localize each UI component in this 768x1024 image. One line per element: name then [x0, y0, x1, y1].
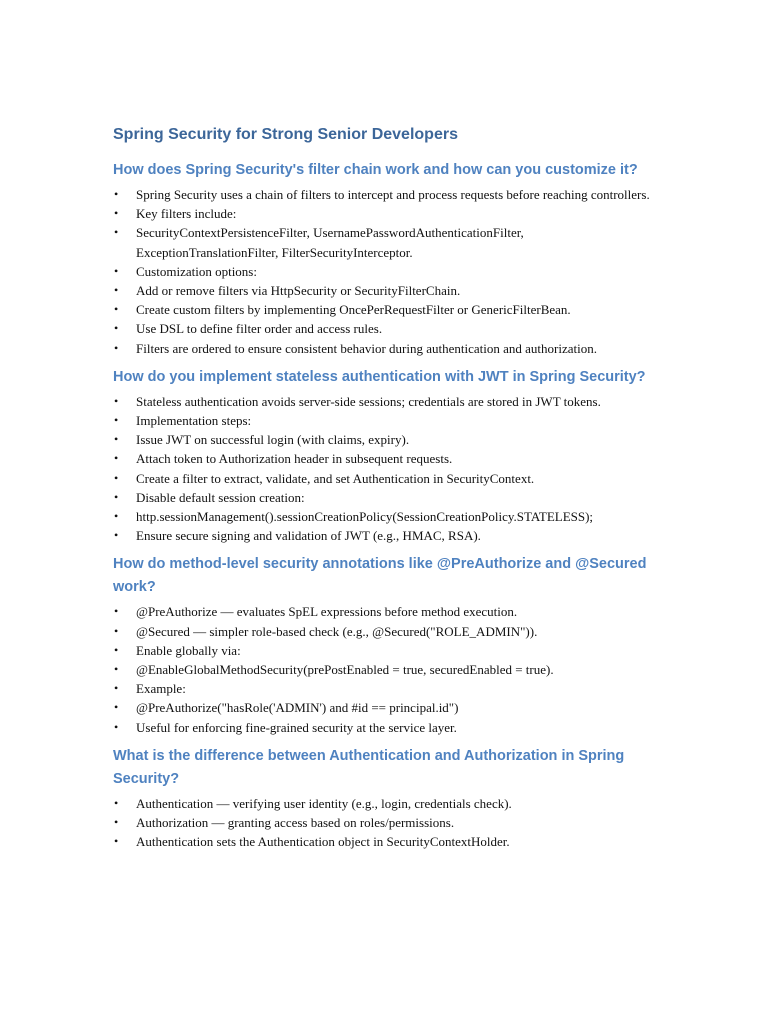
bullet-list [113, 602, 658, 736]
list-item: • Attach token to Authorization header in subsequent requests. [113, 449, 658, 468]
bullet-icon: • [114, 206, 119, 221]
bullet-icon: • [114, 187, 119, 201]
bullet-icon: • [114, 528, 119, 543]
bullet-icon: • [114, 283, 119, 298]
list-item: • Create a filter to extract, validate, and set Authentication in SecurityContext. [113, 469, 658, 488]
list-item: • Add or remove filters via HttpSecurity or SecurityFilterChain. [113, 281, 658, 300]
bullet-icon: • [114, 681, 119, 696]
list-item: • Use DSL to define filter order and access rules. [113, 319, 658, 338]
bullet-icon: • [114, 413, 119, 428]
document-page [113, 124, 658, 859]
document-title: Spring Security for Strong Senior Developers [113, 126, 458, 143]
section-heading: What is the difference between Authentication and Authorization in Spring Security? [113, 747, 625, 787]
bullet-list [113, 185, 658, 358]
section-heading: How do method-level security annotations like @PreAuthorize and @Secured work? [113, 556, 647, 596]
bullet-list [113, 392, 658, 546]
list-item: • @EnableGlobalMethodSecurity(prePostEnabled = true, securedEnabled = true). [113, 660, 658, 679]
bullet-icon: • [114, 225, 119, 240]
section-filter-chain [113, 159, 658, 358]
list-item: • Ensure secure signing and validation of JWT (e.g., HMAC, RSA). [113, 526, 658, 545]
list-item: • Stateless authentication avoids server-side sessions; credentials are stored in JWT tokens. [113, 392, 658, 411]
bullet-icon: • [114, 509, 119, 524]
list-item: • Implementation steps: [113, 411, 658, 430]
list-item: • Key filters include: [113, 204, 658, 223]
bullet-icon: • [114, 719, 119, 734]
bullet-list [113, 794, 658, 852]
list-item: • Create custom filters by implementing OncePerRequestFilter or GenericFilterBean. [113, 300, 658, 319]
bullet-icon: • [114, 302, 119, 317]
list-item: • Spring Security uses a chain of filters to intercept and process requests before reaching controllers. [113, 185, 658, 204]
list-item: • Useful for enforcing fine-grained security at the service layer. [113, 718, 658, 737]
bullet-icon: • [114, 321, 119, 336]
list-item: • SecurityContextPersistenceFilter, UsernamePasswordAuthenticationFilter, ExceptionTranslationFilter, FilterSecurityInterceptor. [114, 225, 524, 260]
list-item: • Filters are ordered to ensure consistent behavior during authentication and authorization. [113, 339, 658, 358]
bullet-icon: • [114, 834, 119, 849]
bullet-icon: • [114, 489, 119, 504]
list-item: • @PreAuthorize("hasRole('ADMIN') and #id == principal.id") [113, 698, 658, 717]
bullet-icon: • [114, 795, 119, 810]
bullet-icon: • [114, 470, 119, 485]
list-item: • Authentication — verifying user identity (e.g., login, credentials check). [113, 794, 658, 813]
section-method-security [113, 553, 658, 736]
list-item: • Customization options: [113, 262, 658, 281]
list-item: • Authorization — granting access based on roles/permissions. [113, 813, 658, 832]
list-item: • http.sessionManagement().sessionCreationPolicy(SessionCreationPolicy.STATELESS); [113, 507, 658, 526]
bullet-icon: • [114, 623, 119, 638]
bullet-icon: • [114, 393, 119, 408]
list-item: • @PreAuthorize — evaluates SpEL expressions before method execution. [113, 602, 658, 621]
bullet-icon: • [114, 642, 119, 657]
section-heading: How do you implement stateless authentication with JWT in Spring Security? [113, 368, 646, 385]
list-item: • Issue JWT on successful login (with claims, expiry). [113, 430, 658, 449]
bullet-icon: • [114, 263, 119, 278]
bullet-icon: • [114, 340, 119, 355]
section-heading: How does Spring Security's filter chain work and how can you customize it? [113, 162, 638, 178]
section-jwt [113, 366, 658, 546]
list-item: • Enable globally via: [113, 641, 658, 660]
list-item: • Disable default session creation: [113, 488, 658, 507]
bullet-icon: • [114, 700, 119, 715]
bullet-icon: • [114, 604, 119, 619]
section-authn-vs-authz [113, 745, 658, 852]
bullet-icon: • [114, 662, 119, 677]
list-item: • Authentication sets the Authentication object in SecurityContextHolder. [113, 832, 658, 851]
list-item: • @Secured — simpler role-based check (e.g., @Secured("ROLE_ADMIN")). [113, 622, 658, 641]
bullet-icon: • [114, 451, 119, 466]
list-item: • Example: [113, 679, 658, 698]
bullet-icon: • [114, 432, 119, 447]
bullet-icon: • [114, 815, 119, 830]
